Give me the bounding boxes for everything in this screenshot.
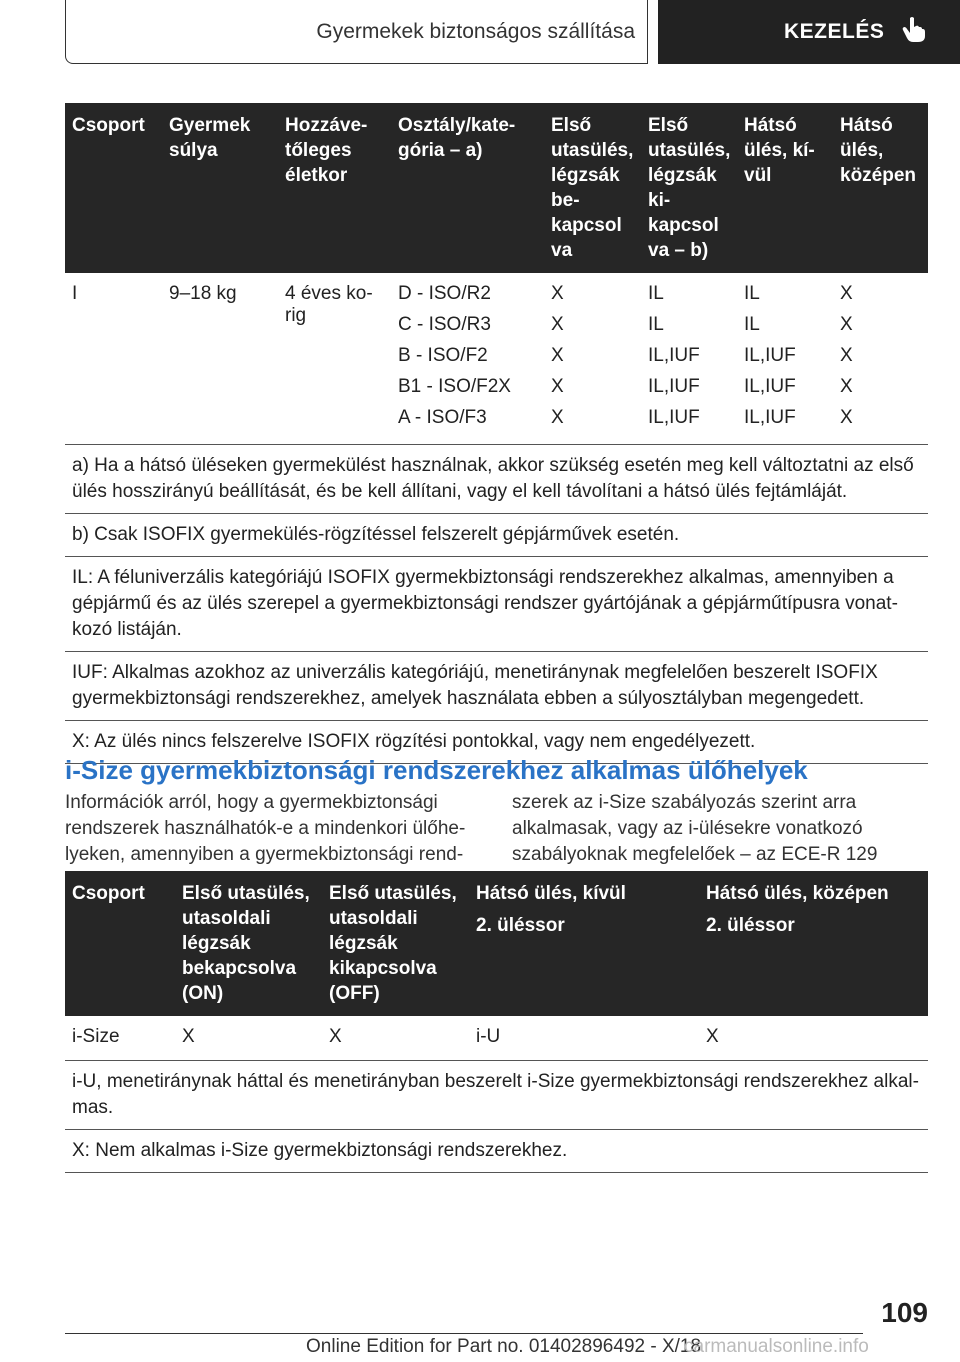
value-item: X <box>551 345 564 366</box>
chapter-title: KEZELÉS <box>784 20 885 43</box>
header-main: Hátsó ülés, középen <box>706 883 889 904</box>
value-item: IL,IUF <box>648 376 700 397</box>
value-cell: X <box>706 1026 719 1047</box>
value-item: IL,IUF <box>744 345 796 366</box>
rear-outer-cell <box>737 273 833 445</box>
note-text: IL: A féluniverzális kategóriájú ISOFIX gyermekbiztonsági rendszerekhez alkalmas, amennyiben a gépjármű és az ülés szerepel a gyermekbiztonsági rendszer gyártójának a gépjárműtípusra vonatkozó listáján. <box>65 557 928 652</box>
header-sub: 2. üléssor <box>706 915 795 936</box>
header-main: Hátsó ülés, kívül <box>476 883 626 904</box>
group-cell: I <box>72 283 78 304</box>
value-item: IL,IUF <box>648 345 700 366</box>
header-sub: 2. üléssor <box>476 915 565 936</box>
value-item: X <box>840 376 853 397</box>
col-header: Gyermek súlya <box>162 103 278 273</box>
table-note <box>65 514 928 557</box>
col-header: Csoport <box>65 103 162 273</box>
value-item: X <box>551 376 564 397</box>
group-cell: i-Size <box>72 1026 120 1047</box>
value-item: X <box>840 345 853 366</box>
col-header: Csoport <box>65 871 175 1016</box>
table-note <box>65 445 928 514</box>
value-item: IL,IUF <box>744 376 796 397</box>
table-row <box>65 1016 928 1061</box>
value-cell: X <box>182 1026 195 1047</box>
class-cell <box>391 273 544 445</box>
class-item: C - ISO/R3 <box>398 314 491 335</box>
col-header: Első utasülés, légzsák bekapcsol va <box>544 103 641 273</box>
value-item: X <box>840 407 853 428</box>
class-item: B1 - ISO/F2X <box>398 376 511 397</box>
class-item: A - ISO/F3 <box>398 407 487 428</box>
value-item: X <box>551 407 564 428</box>
note-text: i-U, menetiránynak háttal és menetirányban beszerelt i-Size gyermekbiztonsági rendszerekhez alkalmas. <box>65 1061 928 1130</box>
value-item: X <box>840 283 853 304</box>
value-item: X <box>840 314 853 335</box>
intro-left: Információk arról, hogy a gyermekbiztonsági rendszerek használhatók-e a mindenkori ülőhelyeken, amennyiben a gyermekbiztonsági rend- <box>65 792 466 865</box>
value-cell: i-U <box>476 1026 501 1047</box>
isize-table <box>65 871 928 1173</box>
header-chapter-tab[interactable] <box>658 0 960 64</box>
table-row <box>65 273 928 445</box>
hand-pointer-icon <box>902 16 926 48</box>
table-header-row <box>65 103 928 273</box>
page-number: 109 <box>881 1297 928 1328</box>
col-header: Hátsó ülés, kívül <box>737 103 833 273</box>
col-header <box>469 871 699 1016</box>
value-item: IL,IUF <box>648 407 700 428</box>
note-text: X: Nem alkalmas i-Size gyermekbiztonsági rendszerekhez. <box>65 1130 928 1173</box>
note-text: a) Ha a hátsó üléseken gyermekülést használnak, akkor szükség esetén meg kell változtatni az első ülés hosszirányú beállítását, és be kell állítani, vagy el kell távolítani a hátsó ülés fejtámláját. <box>65 445 928 514</box>
age-cell: 4 éves korig <box>285 283 373 326</box>
footer-edition: Online Edition for Part no. 01402896492 - X/18 <box>306 1336 702 1357</box>
section-title-text: Gyermekek biztonságos szállítása <box>316 19 635 43</box>
table-note <box>65 557 928 652</box>
table-header-row <box>65 871 928 1016</box>
watermark: carmanualsonline.info <box>684 1336 869 1357</box>
col-header: Osztály/kategória – a) <box>391 103 544 273</box>
note-text: b) Csak ISOFIX gyermekülés-rögzítéssel felszerelt gépjárművek esetén. <box>65 514 928 557</box>
value-item: IL,IUF <box>744 407 796 428</box>
weight-cell: 9–18 kg <box>169 283 237 304</box>
note-text: X: Az ülés nincs felszerelve ISOFIX rögzítési pontokkal, vagy nem engedélyezett. <box>65 721 928 764</box>
value-item: X <box>551 314 564 335</box>
col-header: Első utasülés, utasoldali légzsák kikapcsolva (OFF) <box>322 871 469 1016</box>
col-header: Hozzávetőleges életkor <box>278 103 391 273</box>
value-item: IL <box>648 283 664 304</box>
note-text: IUF: Alkalmas azokhoz az univerzális kategóriájú, menetiránynak megfelelően beszerelt ISOFIX gyermekbiztonsági rendszerekhez, amelyek használata ebben a súlyosztályban megengedett. <box>65 652 928 721</box>
section-heading: i-Size gyermekbiztonsági rendszerekhez alkalmas ülőhelyek <box>65 755 808 785</box>
isofix-table <box>65 103 928 764</box>
table-note <box>65 652 928 721</box>
value-item: IL <box>744 283 760 304</box>
table-note <box>65 1130 928 1173</box>
header-section-title <box>65 0 648 64</box>
class-item: B - ISO/F2 <box>398 345 488 366</box>
col-header: Hátsó ülés, középen <box>833 103 928 273</box>
col-header: Első utasülés, utasoldali légzsák bekapcsolva (ON) <box>175 871 322 1016</box>
value-item: IL <box>744 314 760 335</box>
class-item: D - ISO/R2 <box>398 283 491 304</box>
front-off-cell <box>641 273 737 445</box>
rear-center-cell <box>833 273 928 445</box>
table-note <box>65 1061 928 1130</box>
value-cell: X <box>329 1026 342 1047</box>
col-header <box>699 871 928 1016</box>
value-item: X <box>551 283 564 304</box>
front-on-cell <box>544 273 641 445</box>
footer-divider <box>65 1333 863 1334</box>
col-header: Első utasülés, légzsák kikapcsol va – b) <box>641 103 737 273</box>
value-item: IL <box>648 314 664 335</box>
intro-right: szerek az i-Size szabályozás szerint arra alkalmasak, vagy az i-ülésekre vonatkozó szabályoknak megfelelőek – az ECE-R 129 <box>512 792 878 865</box>
